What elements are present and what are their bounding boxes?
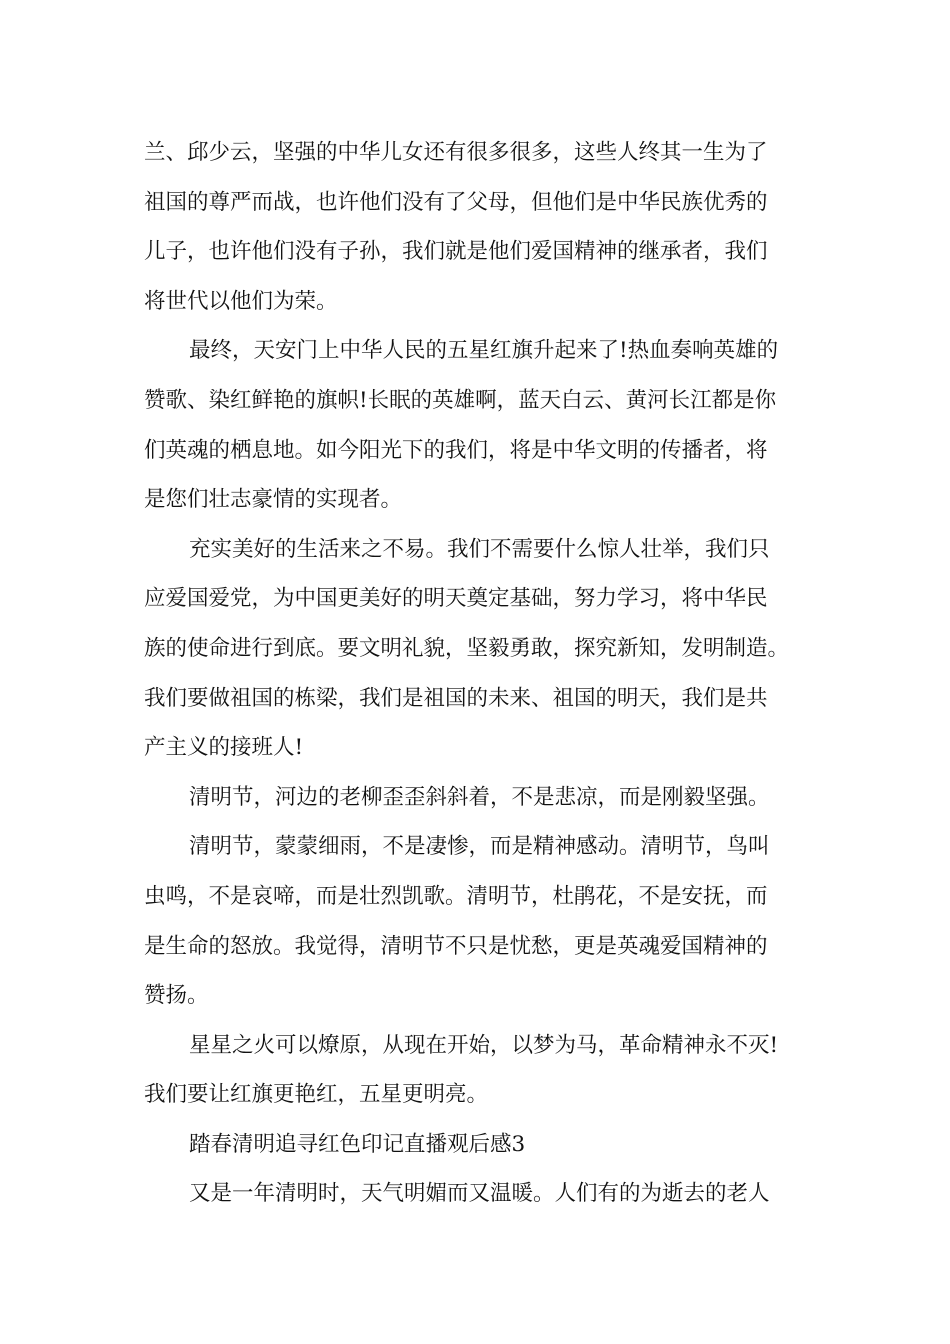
text-line: 们英魂的栖息地。如今阳光下的我们，将是中华文明的传播者，将	[144, 437, 768, 463]
text-line: 将世代以他们为荣。	[144, 288, 338, 314]
paragraph-start-line: 星星之火可以燎原，从现在开始，以梦为马，革命精神永不灭!	[189, 1032, 779, 1058]
text-line: 应爱国爱党，为中国更美好的明天奠定基础，努力学习，将中华民	[144, 586, 768, 612]
body-text	[144, 128, 816, 1219]
text-line: 族的使命进行到底。要文明礼貌，坚毅勇敢，探究新知，发明制造。	[144, 635, 790, 661]
paragraph-start-line: 充实美好的生活来之不易。我们不需要什么惊人壮举，我们只	[189, 536, 770, 562]
text-line: 兰、邱少云，坚强的中华儿女还有很多很多，这些人终其一生为了	[144, 140, 768, 165]
text-line: 祖国的尊严而战，也许他们没有了父母，但他们是中华民族优秀的	[144, 189, 768, 215]
paragraph-start-line: 清明节，蒙蒙细雨，不是凄惨，而是精神感动。清明节，鸟叫	[189, 834, 770, 860]
text-line: 我们要做祖国的栋梁，我们是祖国的未来、祖国的明天，我们是共	[144, 685, 768, 711]
paragraph-start-line: 又是一年清明时，天气明媚而又温暖。人们有的为逝去的老人	[189, 1181, 770, 1207]
text-line: 是您们壮志豪情的实现者。	[144, 487, 403, 513]
text-line: 是生命的怒放。我觉得，清明节不只是忧愁，更是英魂爱国精神的	[144, 933, 768, 959]
text-line: 产主义的接班人!	[144, 735, 304, 761]
text-line: 儿子，也许他们没有子孙，我们就是他们爱国精神的继承者，我们	[144, 239, 768, 265]
text-line: 赞歌、染红鲜艳的旗帜!长眠的英雄啊，蓝天白云、黄河长江都是你	[144, 387, 777, 413]
text-line: 虫鸣，不是哀啼，而是壮烈凯歌。清明节，杜鹃花，不是安抚，而	[144, 883, 768, 909]
paragraph-start-line: 清明节，河边的老柳歪歪斜斜着，不是悲凉，而是刚毅坚强。	[189, 784, 770, 810]
paragraph-start-line: 最终，天安门上中华人民的五星红旗升起来了!热血奏响英雄的	[189, 338, 779, 364]
text-line: 我们要让红旗更艳红，五星更明亮。	[144, 1082, 489, 1108]
section-heading: 踏春清明追寻红色印记直播观后感3	[189, 1131, 526, 1157]
text-line: 赞扬。	[144, 983, 209, 1009]
